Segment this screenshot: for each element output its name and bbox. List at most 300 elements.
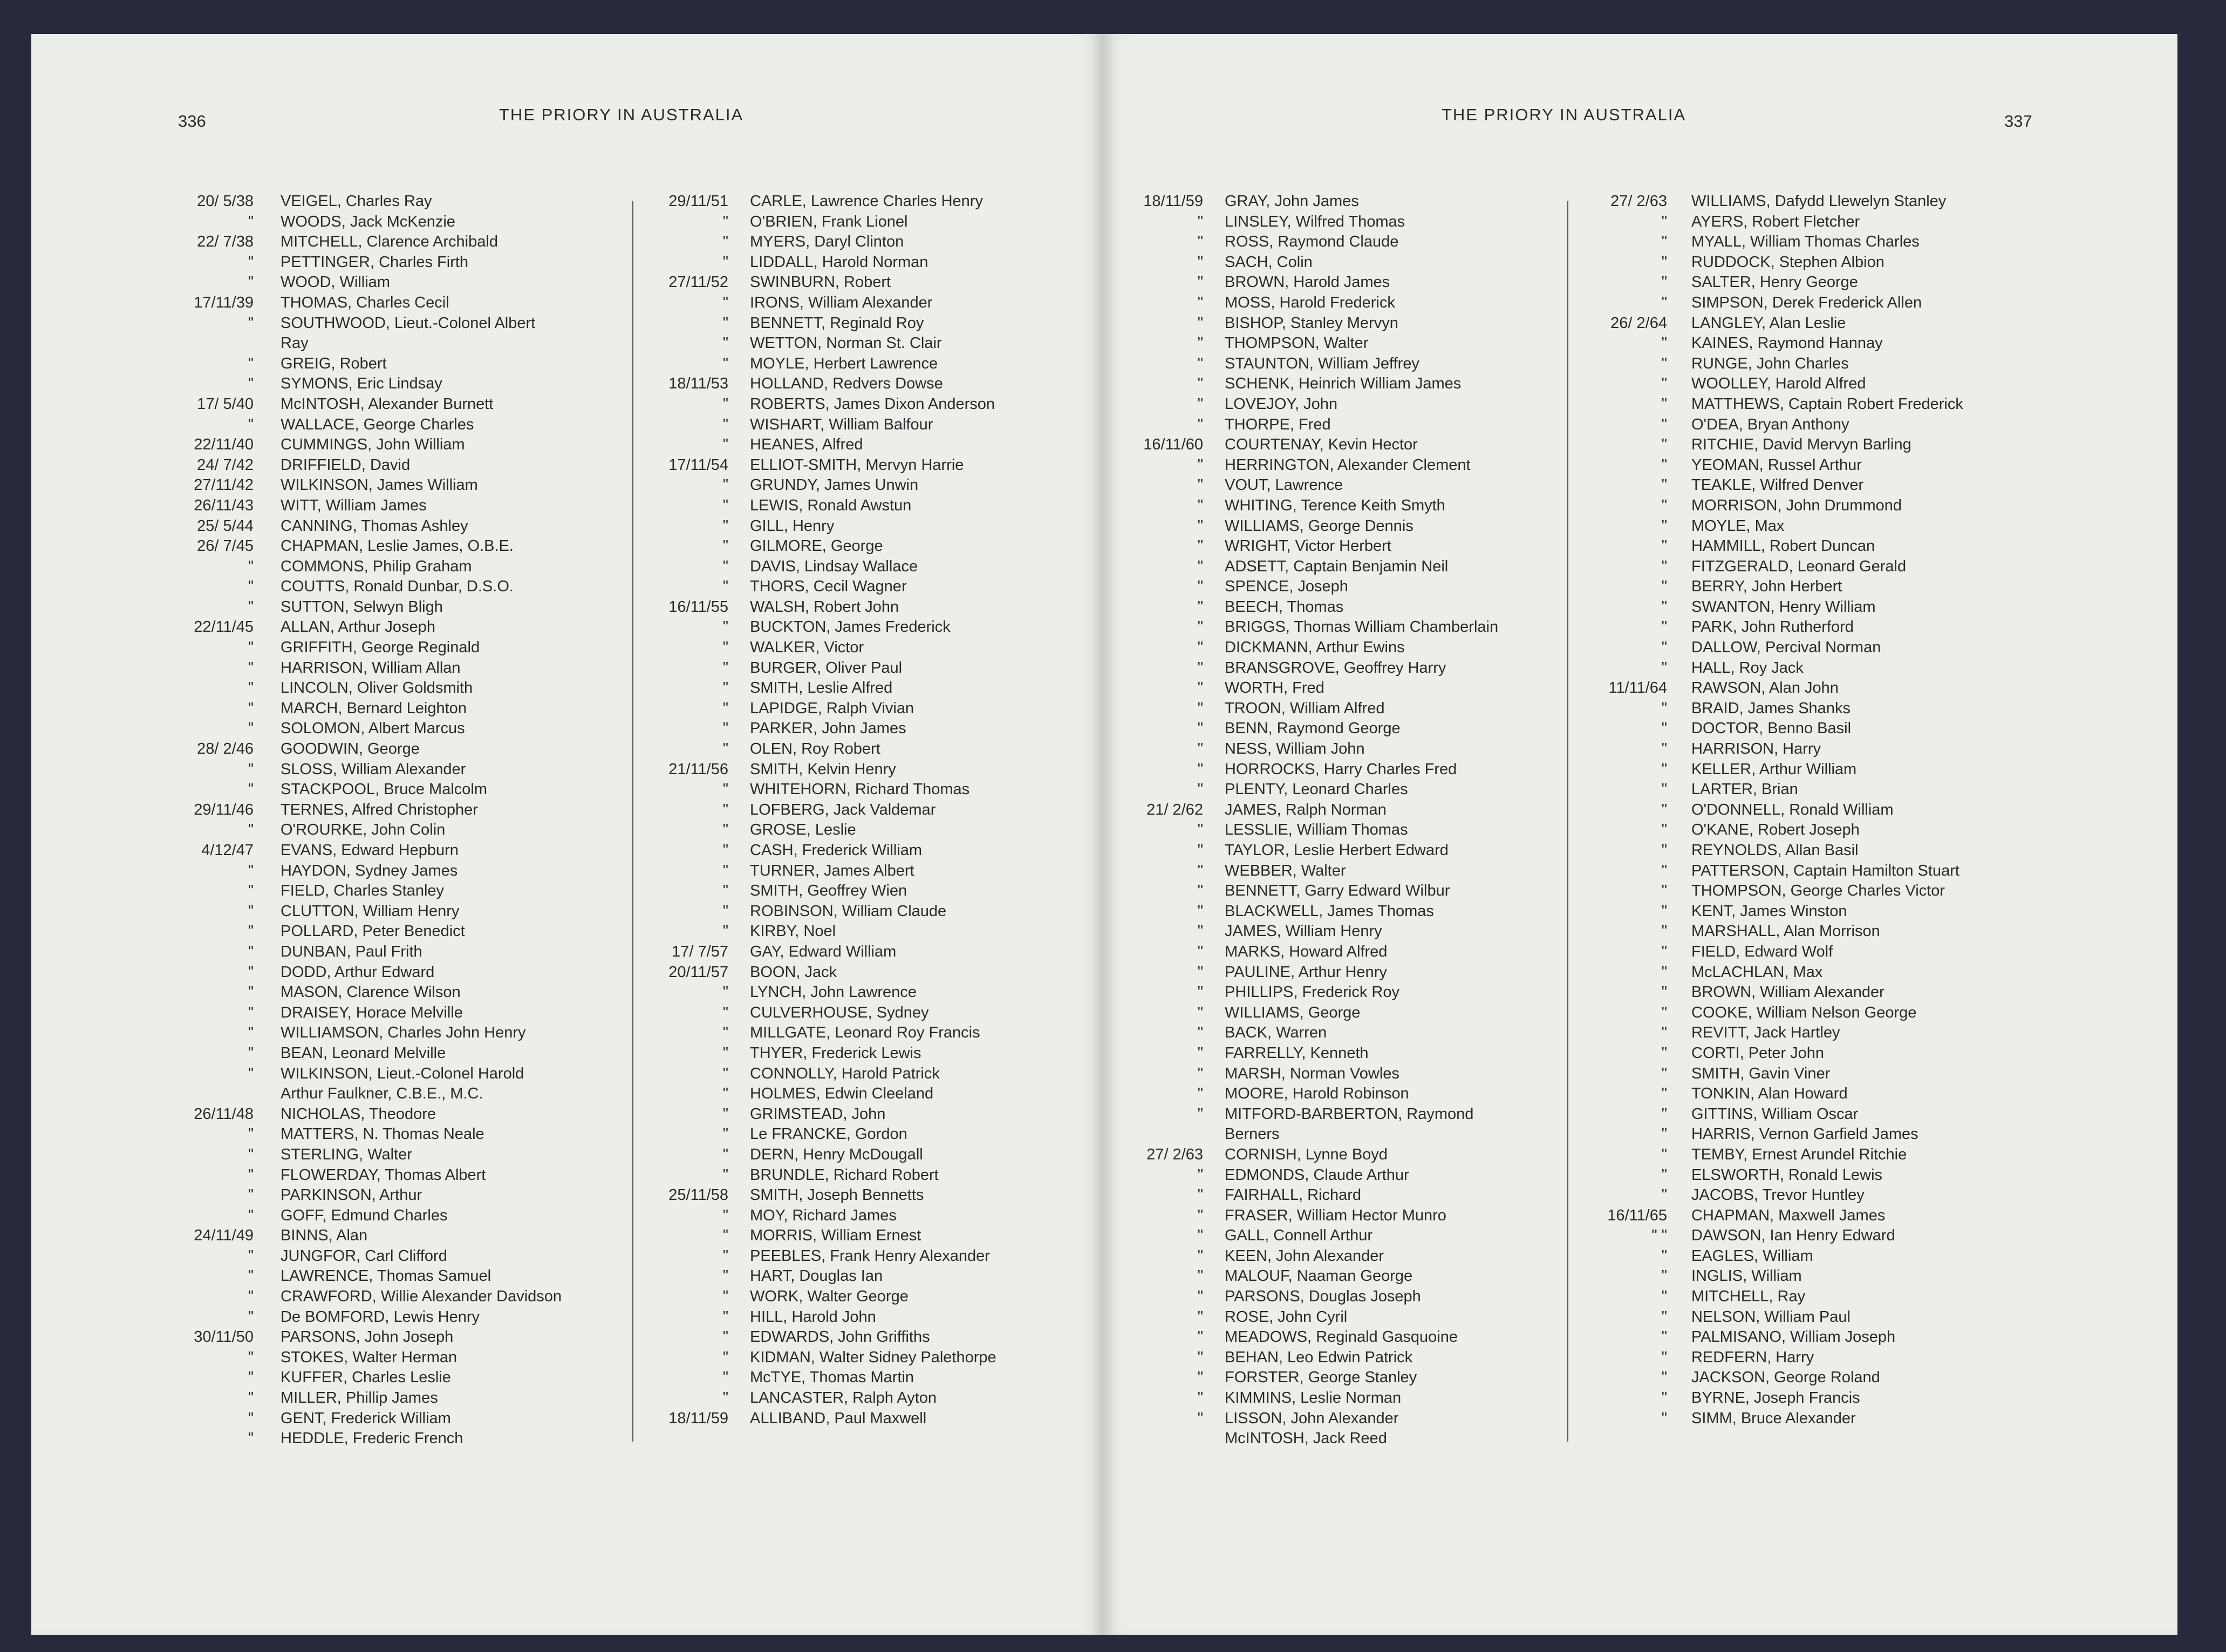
entry-name: MOYLE, Herbert Lawrence xyxy=(750,354,938,372)
entry-name: HALL, Roy Jack xyxy=(1691,659,1804,677)
entry-date: " xyxy=(248,984,254,1001)
entry-name: Arthur Faulkner, C.B.E., M.C. xyxy=(281,1085,483,1103)
entry-name: GALL, Connell Arthur xyxy=(1225,1227,1373,1245)
entry-date: " xyxy=(722,1328,728,1346)
entry-date: 24/ 7/42 xyxy=(197,456,254,474)
entry-name: DRAISEY, Horace Melville xyxy=(281,1004,463,1021)
entry-date: " xyxy=(1197,1308,1203,1326)
entry-name: DAVIS, Lindsay Wallace xyxy=(750,557,918,575)
entry-date: " xyxy=(722,233,728,251)
entry-date: 4/12/47 xyxy=(201,842,254,859)
entry-date: " xyxy=(1661,923,1667,940)
entry-name: SWINBURN, Robert xyxy=(750,274,891,291)
entry-name: CRAWFORD, Willie Alexander Davidson xyxy=(281,1288,562,1306)
entry-date: " xyxy=(1197,618,1203,636)
entry-date: " xyxy=(722,1024,728,1042)
entry-name: KIRBY, Noel xyxy=(750,923,836,940)
entry-name: MARKS, Howard Alfred xyxy=(1225,943,1388,960)
entry-date: " xyxy=(248,1288,254,1306)
entry-name: SPENCE, Joseph xyxy=(1225,578,1348,596)
entry-name: LOVEJOY, John xyxy=(1225,395,1338,413)
entry-name: BEHAN, Leo Edwin Patrick xyxy=(1225,1348,1413,1366)
entry-name: KENT, James Winston xyxy=(1691,902,1847,920)
entry-date: " xyxy=(248,781,254,798)
entry-name: BRUNDLE, Richard Robert xyxy=(750,1166,939,1184)
entry-date: " xyxy=(1661,395,1667,413)
entry-name: MEADOWS, Reginald Gasquoine xyxy=(1225,1328,1458,1346)
entry-name: LINSLEY, Wilfred Thomas xyxy=(1225,213,1405,230)
entry-date: " xyxy=(1197,740,1203,758)
entry-name: PLENTY, Leonard Charles xyxy=(1225,781,1408,798)
entry-name: ADSETT, Captain Benjamin Neil xyxy=(1225,557,1449,575)
entry-name: CHAPMAN, Leslie James, O.B.E. xyxy=(281,537,514,555)
entry-name: Le FRANCKE, Gordon xyxy=(750,1125,907,1143)
entry-name: THOMPSON, George Charles Victor xyxy=(1691,882,1945,900)
entry-name: FIELD, Charles Stanley xyxy=(281,882,445,900)
entry-name: GREIG, Robert xyxy=(281,354,387,372)
entry-date: " xyxy=(722,882,728,900)
entry-name: SOLOMON, Albert Marcus xyxy=(281,720,465,738)
entry-name: COMMONS, Philip Graham xyxy=(281,557,472,575)
entry-name: LINCOLN, Oliver Goldsmith xyxy=(281,679,473,697)
entry-date: " xyxy=(248,1004,254,1021)
entry-name: THYER, Frederick Lewis xyxy=(750,1044,921,1062)
entry-date: " xyxy=(248,557,254,575)
entry-name: BRANSGROVE, Geoffrey Harry xyxy=(1225,659,1446,677)
entry-name: PATTERSON, Captain Hamilton Stuart xyxy=(1691,862,1959,879)
entry-name: BROWN, William Alexander xyxy=(1691,984,1884,1001)
entry-date: 24/11/49 xyxy=(194,1227,254,1245)
entry-name: MOSS, Harold Frederick xyxy=(1225,293,1395,311)
entry-date: " xyxy=(1661,720,1667,738)
entry-date: " xyxy=(1661,963,1667,981)
entry-date: " xyxy=(248,760,254,778)
entry-date: " xyxy=(1197,274,1203,291)
entry-name: McINTOSH, Alexander Burnett xyxy=(281,395,494,413)
entry-name: IRONS, William Alexander xyxy=(750,293,933,311)
entry-name: CARLE, Lawrence Charles Henry xyxy=(750,193,983,210)
entry-name: O'DEA, Bryan Anthony xyxy=(1691,415,1849,433)
entry-date: " xyxy=(248,253,254,271)
entry-date: " xyxy=(1197,233,1203,251)
entry-name: WORTH, Fred xyxy=(1225,679,1324,697)
entry-date: 28/ 2/46 xyxy=(197,740,254,758)
entry-date: " xyxy=(1661,821,1667,839)
entry-date: " xyxy=(1197,578,1203,596)
entry-date: " xyxy=(1197,639,1203,657)
entry-name: LEWIS, Ronald Awstun xyxy=(750,496,912,514)
entry-name: BACK, Warren xyxy=(1225,1024,1327,1042)
entry-name: WALSH, Robert John xyxy=(750,598,899,616)
entry-name: GILMORE, George xyxy=(750,537,883,555)
entry-name: ROSE, John Cyril xyxy=(1225,1308,1348,1326)
entry-date: 25/ 5/44 xyxy=(197,517,254,535)
entry-name: BISHOP, Stanley Mervyn xyxy=(1225,314,1398,332)
entry-date: " xyxy=(248,213,254,230)
entry-date: " xyxy=(1197,415,1203,433)
entry-date: " xyxy=(1661,1024,1667,1042)
entry-name: MILLER, Phillip James xyxy=(281,1389,438,1407)
entry-date: " xyxy=(248,963,254,981)
entry-name: EAGLES, William xyxy=(1691,1247,1813,1265)
entry-date: " xyxy=(722,1105,728,1123)
running-header-right: THE PRIORY IN AUSTRALIA xyxy=(1442,105,1686,124)
entry-name: GOODWIN, George xyxy=(281,740,420,758)
entry-date: " xyxy=(1197,1288,1203,1306)
entry-name: RAWSON, Alan John xyxy=(1691,679,1839,697)
entry-date: " xyxy=(722,842,728,859)
entry-name: BEECH, Thomas xyxy=(1225,598,1344,616)
entry-name: GOFF, Edmund Charles xyxy=(281,1206,448,1224)
entry-name: HILL, Harold John xyxy=(750,1308,876,1326)
entry-name: STOKES, Walter Herman xyxy=(281,1348,458,1366)
entry-date: 20/ 5/38 xyxy=(197,193,254,210)
entry-name: ELSWORTH, Ronald Lewis xyxy=(1691,1166,1883,1184)
entry-name: HARRISON, William Allan xyxy=(281,659,461,677)
entry-name: AYERS, Robert Fletcher xyxy=(1691,213,1860,230)
entry-date: " xyxy=(1197,456,1203,474)
entry-date: 16/11/65 xyxy=(1607,1206,1667,1224)
entry-name: FIELD, Edward Wolf xyxy=(1691,943,1833,960)
entry-name: MITCHELL, Clarence Archibald xyxy=(281,233,498,251)
entry-date: " xyxy=(248,1389,254,1407)
entry-name: GRIFFITH, George Reginald xyxy=(281,639,480,657)
entry-date: " xyxy=(1661,1085,1667,1103)
entry-date: " xyxy=(722,1369,728,1387)
entry-date: " xyxy=(248,598,254,616)
entry-name: FORSTER, George Stanley xyxy=(1225,1369,1417,1387)
entry-name: PARSONS, John Joseph xyxy=(281,1328,454,1346)
entry-name: GROSE, Leslie xyxy=(750,821,856,839)
entry-date: " xyxy=(1197,1044,1203,1062)
entry-name: MALOUF, Naaman George xyxy=(1225,1267,1413,1285)
entry-date: " xyxy=(248,659,254,677)
entry-date: " xyxy=(248,639,254,657)
entry-name: MYALL, William Thomas Charles xyxy=(1691,233,1920,251)
entry-date: " xyxy=(722,395,728,413)
entry-date: " xyxy=(722,1288,728,1306)
entry-name: BEAN, Leonard Melville xyxy=(281,1044,446,1062)
entry-date: " xyxy=(1661,1308,1667,1326)
entry-name: COURTENAY, Kevin Hector xyxy=(1225,436,1418,454)
entry-date: " xyxy=(248,1024,254,1042)
entry-date: " xyxy=(248,1369,254,1387)
column-divider-right xyxy=(1567,201,1568,1442)
entry-date: " xyxy=(722,1348,728,1366)
entry-date: 21/11/56 xyxy=(668,760,728,778)
entry-date: " xyxy=(1661,1145,1667,1163)
entry-name: SACH, Colin xyxy=(1225,253,1313,271)
entry-name: WILKINSON, James William xyxy=(281,476,478,494)
entry-date: " xyxy=(1197,862,1203,879)
entry-name: CORTI, Peter John xyxy=(1691,1044,1825,1062)
entry-date: " xyxy=(722,618,728,636)
entry-name: BURGER, Oliver Paul xyxy=(750,659,903,677)
entry-date: 16/11/55 xyxy=(668,598,728,616)
entry-name: CASH, Frederick William xyxy=(750,842,923,859)
entry-date: 27/11/42 xyxy=(194,476,254,494)
entry-date: " xyxy=(722,537,728,555)
entry-name: DERN, Henry McDougall xyxy=(750,1145,923,1163)
entry-date: " xyxy=(1661,943,1667,960)
entry-date: " xyxy=(1197,1206,1203,1224)
entry-name: WOOD, William xyxy=(281,274,390,291)
entry-name: O'ROURKE, John Colin xyxy=(281,821,446,839)
entry-name: MOY, Richard James xyxy=(750,1206,897,1224)
entry-date: " xyxy=(248,943,254,960)
entry-date: " xyxy=(248,1166,254,1184)
entry-name: GILL, Henry xyxy=(750,517,835,535)
entry-date: " xyxy=(1197,1105,1203,1123)
entry-name: BUCKTON, James Frederick xyxy=(750,618,951,636)
entry-date: " xyxy=(1197,943,1203,960)
entry-name: INGLIS, William xyxy=(1691,1267,1802,1285)
entry-date: " xyxy=(1197,1085,1203,1103)
entry-date: " xyxy=(722,517,728,535)
entry-date: " xyxy=(1197,395,1203,413)
entry-name: THORS, Cecil Wagner xyxy=(750,578,907,596)
page-number-left: 336 xyxy=(178,112,206,131)
entry-date: " xyxy=(1661,639,1667,657)
entry-date: " xyxy=(1197,253,1203,271)
entry-date: " xyxy=(248,882,254,900)
entry-name: GENT, Frederick William xyxy=(281,1409,451,1427)
entry-name: MOYLE, Max xyxy=(1691,517,1785,535)
entry-name: TURNER, James Albert xyxy=(750,862,914,879)
entry-date: " xyxy=(248,1145,254,1163)
entry-date: " xyxy=(248,1125,254,1143)
entry-date: " xyxy=(248,679,254,697)
entry-date: " xyxy=(1197,537,1203,555)
entry-name: CULVERHOUSE, Sydney xyxy=(750,1004,929,1021)
entry-name: SWANTON, Henry William xyxy=(1691,598,1876,616)
entry-name: MORRIS, William Ernest xyxy=(750,1227,921,1245)
entry-date: " xyxy=(1661,415,1667,433)
entry-date: " xyxy=(1661,699,1667,717)
entry-date: " xyxy=(722,821,728,839)
entry-date: " xyxy=(722,1004,728,1021)
entry-date: " xyxy=(722,436,728,454)
entry-date: " xyxy=(1661,1105,1667,1123)
entry-name: MATTERS, N. Thomas Neale xyxy=(281,1125,484,1143)
entry-name: NELSON, William Paul xyxy=(1691,1308,1851,1326)
entry-date: " xyxy=(1197,1247,1203,1265)
entry-name: PAULINE, Arthur Henry xyxy=(1225,963,1387,981)
entry-date: " xyxy=(1661,1409,1667,1427)
entry-name: WILLIAMSON, Charles John Henry xyxy=(281,1024,526,1042)
entry-name: Ray xyxy=(281,335,309,352)
entry-date: 17/11/39 xyxy=(194,293,254,311)
entry-name: LOFBERG, Jack Valdemar xyxy=(750,801,936,818)
entry-name: DAWSON, Ian Henry Edward xyxy=(1691,1227,1895,1245)
entry-date: " xyxy=(1661,1389,1667,1407)
entry-name: SIMPSON, Derek Frederick Allen xyxy=(1691,293,1922,311)
entry-date: " xyxy=(1197,293,1203,311)
entry-date: " xyxy=(1661,274,1667,291)
entry-date: " xyxy=(1661,1369,1667,1387)
entry-date: " xyxy=(1197,821,1203,839)
entry-date: " xyxy=(1661,335,1667,352)
entry-date: " xyxy=(1197,1064,1203,1082)
book-gutter xyxy=(1093,34,1112,1635)
entry-date: " xyxy=(1661,740,1667,758)
entry-name: SMITH, Geoffrey Wien xyxy=(750,882,907,900)
entry-date: " xyxy=(1661,375,1667,393)
entry-date: " xyxy=(1661,537,1667,555)
entry-name: SMITH, Kelvin Henry xyxy=(750,760,896,778)
entry-name: RUNGE, John Charles xyxy=(1691,354,1849,372)
entry-date: " xyxy=(1197,335,1203,352)
entry-date: " xyxy=(1661,882,1667,900)
entry-name: ROBINSON, William Claude xyxy=(750,902,947,920)
entry-name: HARRIS, Vernon Garfield James xyxy=(1691,1125,1918,1143)
entry-date: " xyxy=(1661,781,1667,798)
entry-date: " xyxy=(248,354,254,372)
entry-date: " xyxy=(1197,984,1203,1001)
entry-name: JACKSON, George Roland xyxy=(1691,1369,1880,1387)
entry-date: " xyxy=(722,659,728,677)
entry-name: PHILLIPS, Frederick Roy xyxy=(1225,984,1399,1001)
entry-date: " xyxy=(248,720,254,738)
entry-name: YEOMAN, Russel Arthur xyxy=(1691,456,1862,474)
entry-name: BENNETT, Garry Edward Wilbur xyxy=(1225,882,1450,900)
entry-date: " xyxy=(248,274,254,291)
entry-date: " xyxy=(722,314,728,332)
entry-date: " xyxy=(722,476,728,494)
entry-name: SUTTON, Selwyn Bligh xyxy=(281,598,443,616)
entry-date: 27/ 2/63 xyxy=(1146,1145,1203,1163)
entry-date: " xyxy=(1661,1288,1667,1306)
entry-name: JUNGFOR, Carl Clifford xyxy=(281,1247,447,1265)
entry-date: 26/ 2/64 xyxy=(1610,314,1667,332)
entry-name: FARRELLY, Kenneth xyxy=(1225,1044,1369,1062)
entry-date: " xyxy=(1661,233,1667,251)
entry-name: HAMMILL, Robert Duncan xyxy=(1691,537,1875,555)
entry-name: PARKER, John James xyxy=(750,720,906,738)
entry-date: " xyxy=(1661,456,1667,474)
entry-name: CORNISH, Lynne Boyd xyxy=(1225,1145,1388,1163)
entry-date: " xyxy=(248,923,254,940)
entry-date: " xyxy=(722,699,728,717)
entry-name: O'BRIEN, Frank Lionel xyxy=(750,213,908,230)
entry-name: SCHENK, Heinrich William James xyxy=(1225,375,1462,393)
entry-date: " xyxy=(1661,618,1667,636)
entry-name: WILKINSON, Lieut.-Colonel Harold xyxy=(281,1064,524,1082)
entry-name: NICHOLAS, Theodore xyxy=(281,1105,436,1123)
entry-date: " xyxy=(1197,760,1203,778)
entry-date: " xyxy=(722,1227,728,1245)
entry-name: WOOLLEY, Harold Alfred xyxy=(1691,375,1866,393)
entry-name: BENNETT, Reginald Roy xyxy=(750,314,924,332)
entry-date: " xyxy=(1197,963,1203,981)
entry-name: COOKE, William Nelson George xyxy=(1691,1004,1917,1021)
entry-date: " xyxy=(722,679,728,697)
entry-date: " xyxy=(1197,557,1203,575)
entry-date: " xyxy=(1661,1247,1667,1265)
entry-date: " xyxy=(1197,1004,1203,1021)
entry-name: WILLIAMS, George xyxy=(1225,1004,1361,1021)
entry-date: 17/ 7/57 xyxy=(672,943,728,960)
entry-date: " xyxy=(1661,659,1667,677)
entry-name: REVITT, Jack Hartley xyxy=(1691,1024,1840,1042)
entry-name: HEANES, Alfred xyxy=(750,436,863,454)
entry-date: " xyxy=(722,1085,728,1103)
entry-name: EDWARDS, John Griffiths xyxy=(750,1328,930,1346)
entry-date: " xyxy=(722,720,728,738)
entry-name: MOORE, Harold Robinson xyxy=(1225,1085,1409,1103)
entry-name: SMITH, Leslie Alfred xyxy=(750,679,893,697)
entry-name: SYMONS, Eric Lindsay xyxy=(281,375,442,393)
entry-name: LESSLIE, William Thomas xyxy=(1225,821,1408,839)
entry-date: 17/ 5/40 xyxy=(197,395,254,413)
entry-name: HERRINGTON, Alexander Clement xyxy=(1225,456,1471,474)
entry-date: 26/ 7/45 xyxy=(197,537,254,555)
entry-name: BINNS, Alan xyxy=(281,1227,368,1245)
entry-date: " xyxy=(1197,923,1203,940)
entry-name: MARCH, Bernard Leighton xyxy=(281,699,467,717)
entry-date: " xyxy=(1661,984,1667,1001)
entry-name: KELLER, Arthur William xyxy=(1691,760,1857,778)
entry-date: 18/11/53 xyxy=(668,375,728,393)
entry-name: LANGLEY, Alan Leslie xyxy=(1691,314,1846,332)
entry-name: O'KANE, Robert Joseph xyxy=(1691,821,1860,839)
entry-name: SALTER, Henry George xyxy=(1691,274,1858,291)
entry-name: TEAKLE, Wilfred Denver xyxy=(1691,476,1864,494)
entry-date: 29/11/46 xyxy=(194,801,254,818)
entry-name: MORRISON, John Drummond xyxy=(1691,496,1902,514)
entry-name: WRIGHT, Victor Herbert xyxy=(1225,537,1391,555)
entry-name: LANCASTER, Ralph Ayton xyxy=(750,1389,937,1407)
entry-name: Berners xyxy=(1225,1125,1280,1143)
entry-name: HAYDON, Sydney James xyxy=(281,862,458,879)
entry-date: 26/11/43 xyxy=(194,496,254,514)
entry-name: REYNOLDS, Allan Basil xyxy=(1691,842,1859,859)
entry-name: WILLIAMS, George Dennis xyxy=(1225,517,1414,535)
entry-name: WALKER, Victor xyxy=(750,639,864,657)
entry-date: 11/11/64 xyxy=(1608,679,1667,697)
entry-date: " xyxy=(248,1206,254,1224)
entry-date: " xyxy=(1661,1186,1667,1204)
entry-name: DOCTOR, Benno Basil xyxy=(1691,720,1852,738)
entry-name: SOUTHWOOD, Lieut.-Colonel Albert xyxy=(281,314,536,332)
entry-date: " xyxy=(248,1186,254,1204)
entry-date: " xyxy=(722,557,728,575)
entry-name: BOON, Jack xyxy=(750,963,837,981)
entry-date: " xyxy=(722,801,728,818)
entry-name: SMITH, Gavin Viner xyxy=(1691,1064,1831,1082)
entry-date: " xyxy=(248,1064,254,1082)
entry-name: BRIGGS, Thomas William Chamberlain xyxy=(1225,618,1499,636)
entry-date: " xyxy=(722,213,728,230)
entry-name: DICKMANN, Arthur Ewins xyxy=(1225,639,1405,657)
entry-name: WHITING, Terence Keith Smyth xyxy=(1225,496,1445,514)
entry-name: OLEN, Roy Robert xyxy=(750,740,880,758)
entry-date: " xyxy=(722,1166,728,1184)
entry-date: " xyxy=(1197,496,1203,514)
entry-date: " xyxy=(1197,354,1203,372)
entry-date: " xyxy=(722,1308,728,1326)
entry-date: " xyxy=(722,496,728,514)
entry-name: BERRY, John Herbert xyxy=(1691,578,1842,596)
entry-date: " xyxy=(1197,882,1203,900)
entry-name: PARK, John Rutherford xyxy=(1691,618,1854,636)
entry-date: " xyxy=(1661,213,1667,230)
entry-date: " xyxy=(1661,253,1667,271)
entry-date: " xyxy=(1661,1166,1667,1184)
entry-name: WALLACE, George Charles xyxy=(281,415,474,433)
entry-name: McLACHLAN, Max xyxy=(1691,963,1823,981)
entry-date: " xyxy=(722,415,728,433)
